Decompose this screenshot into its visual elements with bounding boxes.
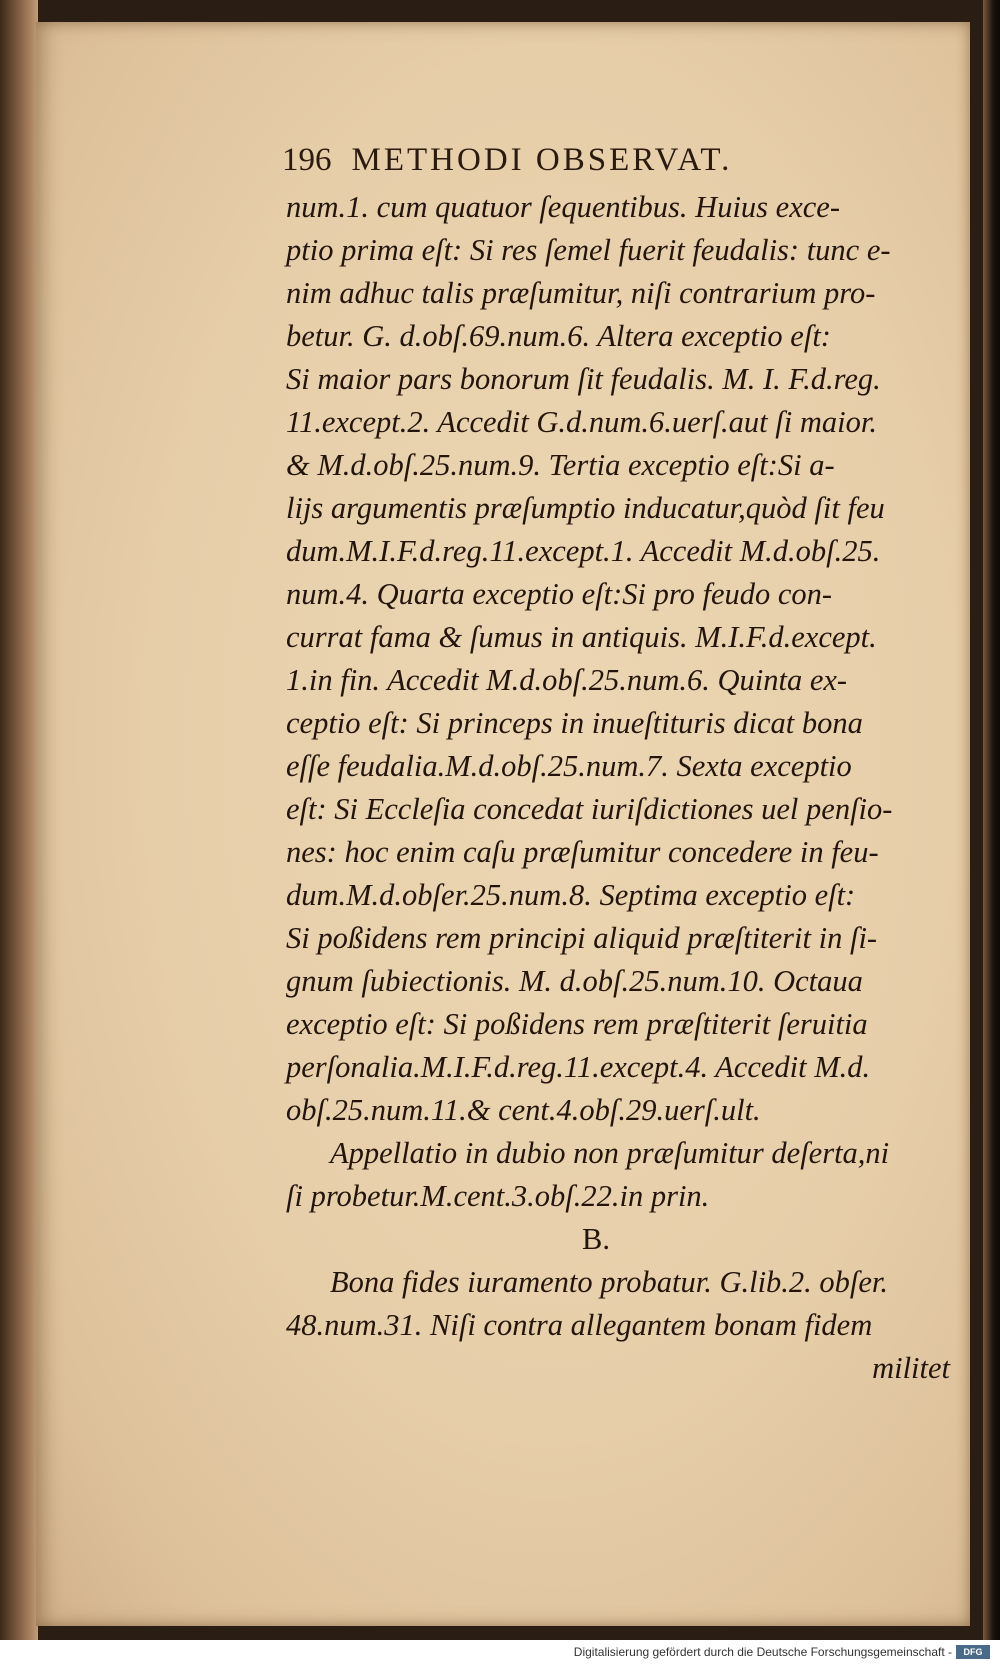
- text-line: nim adhuc talis præſumitur, niſi contrarium pro-: [286, 276, 876, 310]
- text-line: Si poßidens rem principi aliquid præſtiterit in ſi-: [286, 921, 878, 955]
- text-line: ptio prima eſt: Si res ſemel fuerit feudalis: tunc e-: [286, 233, 891, 267]
- section-letter: B.: [582, 1222, 610, 1256]
- body-text: [286, 186, 950, 1390]
- text-line: Si maior pars bonorum ſit feudalis. M. I. F.d.reg.: [286, 362, 881, 396]
- text-line: ceptio eſt: Si princeps in inueſtituris dicat bona: [286, 706, 863, 740]
- text-line: nes: hoc enim caſu præſumitur concedere in feu-: [286, 835, 879, 869]
- text-line: dum.M.d.obſer.25.num.8. Septima exceptio eſt:: [286, 878, 856, 912]
- text-line: lijs argumentis præſumptio inducatur,quòd ſit feu: [286, 491, 885, 525]
- appellatio-paragraph-line: ſi probetur.M.cent.3.obſ.22.in prin.: [286, 1179, 710, 1213]
- text-line: num.4. Quarta exceptio eſt:Si pro feudo con-: [286, 577, 833, 611]
- digitization-footer: [0, 1640, 1000, 1666]
- page-gutter-shadow: [983, 0, 1000, 1640]
- text-line: eſt: Si Eccleſia concedat iuriſdictiones uel penſio-: [286, 792, 893, 826]
- running-head-title: METHODI OBSERVAT.: [351, 142, 733, 178]
- appellatio-paragraph-line: Appellatio in dubio non præſumitur deſerta,ni: [330, 1136, 890, 1170]
- text-line: obſ.25.num.11.& cent.4.obſ.29.uerſ.ult.: [286, 1093, 761, 1127]
- text-line: 1.in fin. Accedit M.d.obſ.25.num.6. Quinta ex-: [286, 663, 848, 697]
- catchword: militet: [872, 1351, 950, 1385]
- book-board-edge: [0, 0, 38, 1640]
- text-line: currat fama & ſumus in antiquis. M.I.F.d.except.: [286, 620, 877, 654]
- bona-paragraph-line: Bona fides iuramento probatur. G.lib.2. obſer.: [330, 1265, 889, 1299]
- page-number: 196: [282, 142, 332, 178]
- text-line: gnum ſubiectionis. M. d.obſ.25.num.10. Octaua: [286, 964, 863, 998]
- text-line: & M.d.obſ.25.num.9. Tertia exceptio eſt:Si a-: [286, 448, 835, 482]
- text-line: betur. G. d.obſ.69.num.6. Altera exceptio eſt:: [286, 319, 831, 353]
- running-head: [282, 142, 922, 188]
- text-line: eſſe feudalia.M.d.obſ.25.num.7. Sexta exceptio: [286, 749, 852, 783]
- bona-paragraph-line: 48.num.31. Niſi contra allegantem bonam fidem: [286, 1308, 873, 1342]
- text-line: perſonalia.M.I.F.d.reg.11.except.4. Accedit M.d.: [286, 1050, 871, 1084]
- text-line: exceptio eſt: Si poßidens rem præſtiterit ſeruitia: [286, 1007, 868, 1041]
- text-line: num.1. cum quatuor ſequentibus. Huius exce-: [286, 190, 840, 224]
- text-line: dum.M.I.F.d.reg.11.except.1. Accedit M.d.obſ.25.: [286, 534, 881, 568]
- dfg-logo: DFG: [956, 1645, 990, 1659]
- funding-credit: Digitalisierung gefördert durch die Deutsche Forschungsgemeinschaft -: [573, 1645, 952, 1659]
- text-line: 11.except.2. Accedit G.d.num.6.uerſ.aut ſi maior.: [286, 405, 877, 439]
